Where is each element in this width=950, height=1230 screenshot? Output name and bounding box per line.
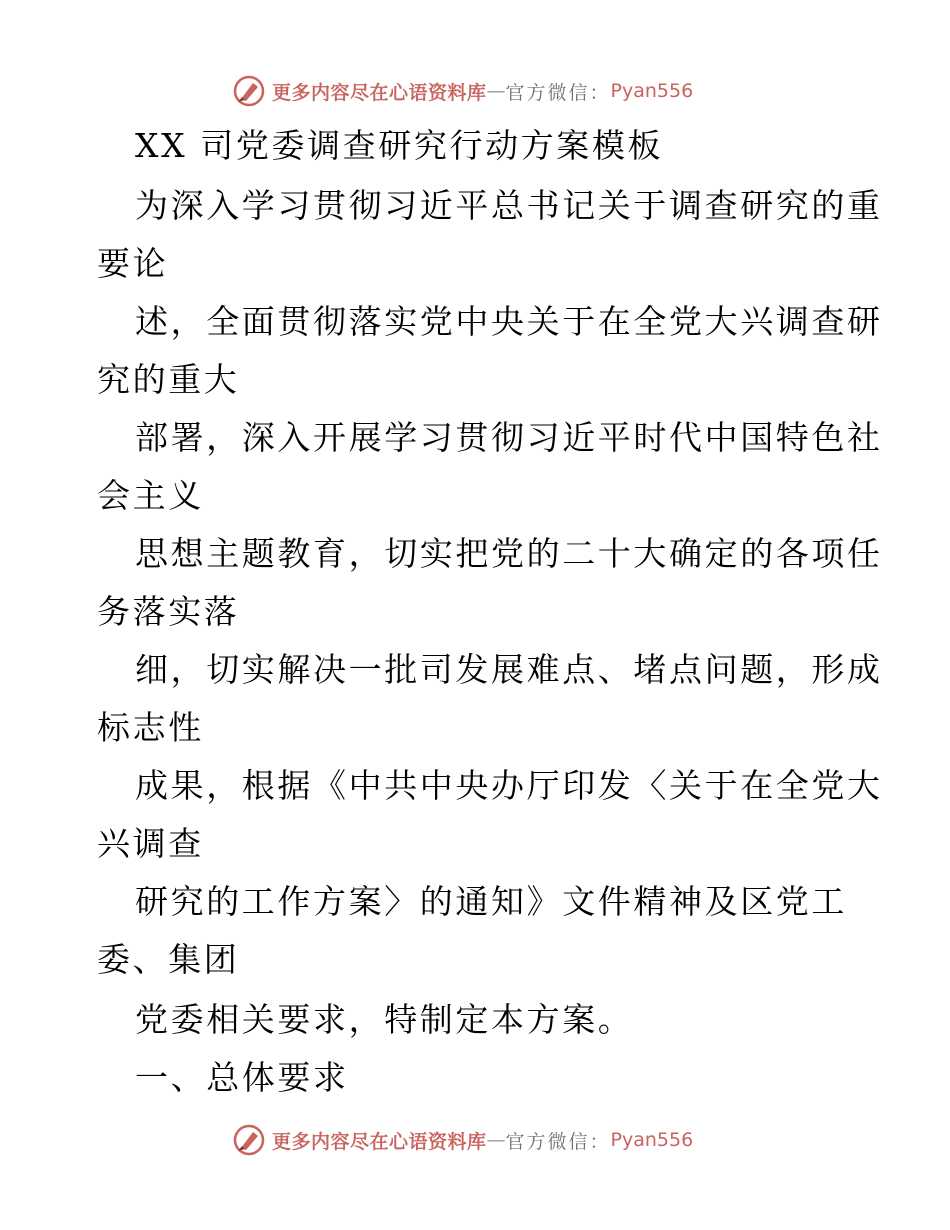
watermark-main-text: 更多内容尽在心语资料库 bbox=[272, 1130, 487, 1153]
header-watermark bbox=[232, 73, 693, 109]
footer-watermark bbox=[232, 1122, 693, 1158]
watermark-wechat-id: Pyan556 bbox=[610, 1129, 694, 1151]
paragraph-line: 委、集团 bbox=[97, 940, 240, 979]
paragraph-line: 部署，深入开展学习贯彻习近平时代中国特色社 bbox=[135, 418, 883, 457]
paragraph-line: 思想主题教育，切实把党的二十大确定的各项任 bbox=[135, 534, 883, 573]
paragraph-line: 党委相关要求，特制定本方案。 bbox=[135, 1000, 634, 1039]
paragraph-line: 标志性 bbox=[97, 708, 204, 747]
watermark-dash: — bbox=[486, 1129, 506, 1151]
paragraph-line: 兴调查 bbox=[97, 824, 204, 863]
section-heading: 一、总体要求 bbox=[135, 1058, 349, 1097]
document-title: XX 司党委调查研究行动方案模板 bbox=[135, 126, 664, 165]
watermark-wechat-id: Pyan556 bbox=[610, 80, 694, 102]
watermark-official-label: 官方微信： bbox=[505, 1130, 611, 1153]
paragraph-line: 研究的工作方案〉的通知》文件精神及区党工 bbox=[135, 882, 847, 921]
paragraph-line: 要论 bbox=[97, 244, 169, 283]
pen-nib-logo-icon bbox=[232, 1123, 266, 1157]
paragraph-line: 究的重大 bbox=[97, 360, 240, 399]
paragraph-line: 细，切实解决一批司发展难点、堵点问题，形成 bbox=[135, 650, 883, 689]
watermark-main-text: 更多内容尽在心语资料库 bbox=[272, 81, 487, 104]
paragraph-line: 成果，根据《中共中央办厅印发〈关于在全党大 bbox=[135, 766, 883, 805]
paragraph-line: 会主义 bbox=[97, 476, 204, 515]
paragraph-line: 述，全面贯彻落实党中央关于在全党大兴调查研 bbox=[135, 302, 883, 341]
watermark-official-label: 官方微信： bbox=[505, 81, 611, 104]
paragraph-line: 为深入学习贯彻习近平总书记关于调查研究的重 bbox=[135, 186, 883, 225]
watermark-dash: — bbox=[486, 80, 506, 102]
pen-nib-logo-icon bbox=[232, 74, 266, 108]
paragraph-line: 务落实落 bbox=[97, 592, 240, 631]
